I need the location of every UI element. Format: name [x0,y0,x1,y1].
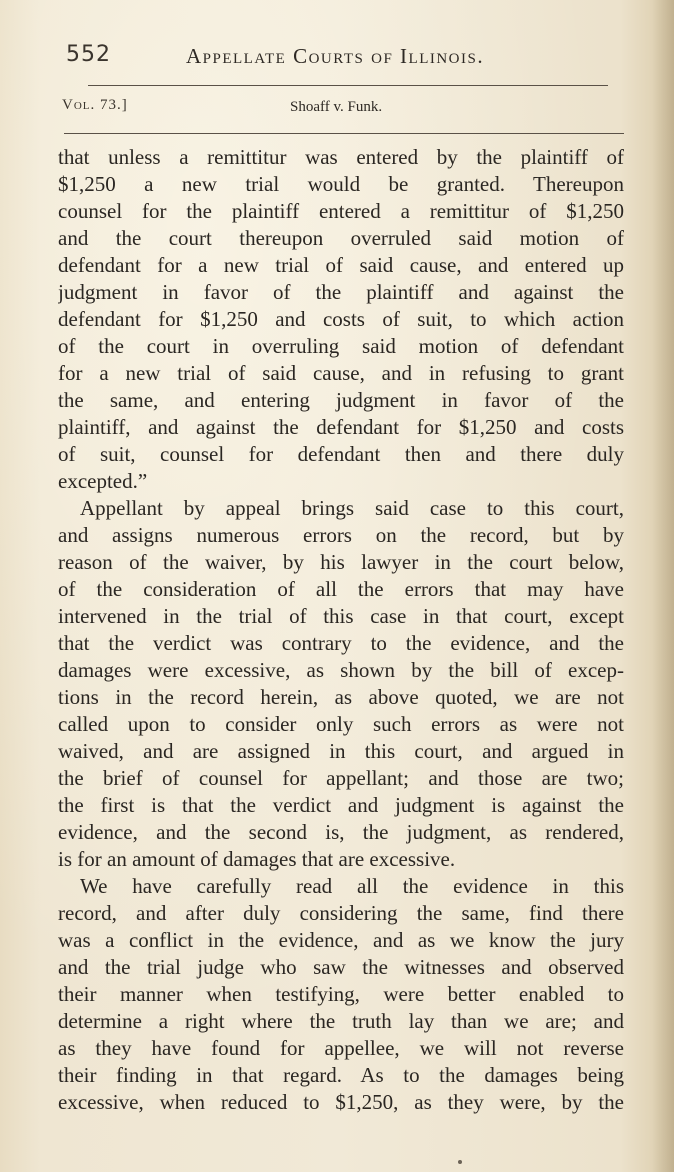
text-line: called upon to consider only such errors as were not [58,712,624,736]
page-gutter-shadow [652,0,674,1172]
text-line: defendant for $1,250 and costs of suit, to which action [58,307,624,331]
text-line: waived, and are assigned in this court, and argued in [58,739,624,763]
header-rule-top [88,85,608,86]
text-line: intervened in the trial of this case in that court, except [58,604,624,628]
paragraph-first-line: Appellant by appeal brings said case to this court, [80,496,624,520]
text-line: for a new trial of said cause, and in refusing to grant [58,361,624,385]
text-line: evidence, and the second is, the judgment, as rendered, [58,820,624,844]
text-line: that unless a remittitur was entered by the plaintiff of [58,145,624,169]
running-head [66,40,626,80]
text-line: was a conflict in the evidence, and as we know the jury [58,928,624,952]
text-line: reason of the waiver, by his lawyer in the court below, [58,550,624,574]
text-line: of the court in overruling said motion of defendant [58,334,624,358]
text-line: their finding in that regard. As to the damages being [58,1063,624,1087]
body-text [58,144,624,1116]
text-line: determine a right where the truth lay than we are; and [58,1009,624,1033]
text-line: of the consideration of all the errors that may have [58,577,624,601]
text-line: is for an amount of damages that are excessive. [58,847,456,871]
text-line: damages were excessive, as shown by the bill of excep- [58,658,624,682]
running-title: Appellate Courts of Illinois. [186,44,485,68]
text-line: their manner when testifying, were better enabled to [58,982,624,1006]
text-line: tions in the record herein, as above quoted, we are not [58,685,624,709]
text-line: the brief of counsel for appellant; and those are two; [58,766,624,790]
text-line: $1,250 a new trial would be granted. Thereupon [58,172,624,196]
header-rule-bottom [64,133,624,134]
text-line: and the trial judge who saw the witnesses and observed [58,955,624,979]
text-line: excessive, when reduced to $1,250, as they were, by the [58,1090,624,1114]
text-line: counsel for the plaintiff entered a remittitur of $1,250 [58,199,624,223]
text-line: defendant for a new trial of said cause, and entered up [58,253,624,277]
text-line: record, and after duly considering the same, find there [58,901,624,925]
text-line: plaintiff, and against the defendant for $1,250 and costs [58,415,624,439]
page-number: 552 [66,42,111,67]
volume-label: Vol. 73.] [62,97,128,113]
text-line: and the court thereupon overruled said motion of [58,226,624,250]
text-line: the first is that the verdict and judgment is against the [58,793,624,817]
paper-fleck [458,1160,462,1164]
text-line: excepted.” [58,469,148,493]
text-line: as they have found for appellee, we will not reverse [58,1036,624,1060]
text-line: judgment in favor of the plaintiff and against the [58,280,624,304]
case-name: Shoaff v. Funk. [290,99,383,115]
paragraph-first-line: We have carefully read all the evidence in this [80,874,624,898]
text-line: that the verdict was contrary to the evidence, and the [58,631,624,655]
text-line: of suit, counsel for defendant then and there duly [58,442,624,466]
text-line: and assigns numerous errors on the record, but by [58,523,624,547]
text-line: the same, and entering judgment in favor of the [58,388,624,412]
